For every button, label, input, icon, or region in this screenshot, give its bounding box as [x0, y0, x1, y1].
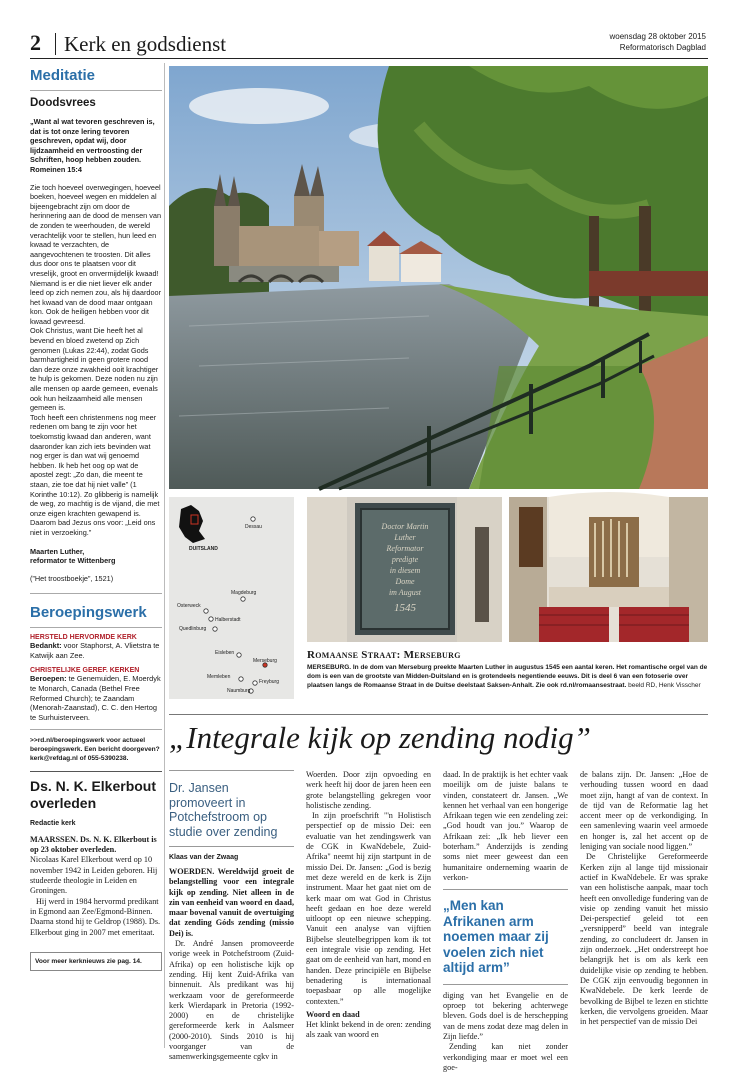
article-rule: [169, 714, 708, 715]
obituary-paragraph: Hij werd in 1984 hervormd predikant in Egmond aan Zee/Egmond-Binnen. Daarna stond hij te Geldrop (1988). Ds. Elkerbout ging in 2007 met emeritaat.: [30, 896, 161, 937]
section-title: Kerk en godsdienst: [64, 32, 227, 56]
river-scene-illustration: [169, 66, 708, 489]
plaque-line: Doctor Martin: [381, 522, 429, 531]
left-column: [30, 63, 162, 1048]
meditation-author: Maarten Luther,: [30, 546, 85, 556]
beroepingswerk-section: [30, 600, 162, 763]
article-text: [306, 770, 431, 1041]
cathedral-organ-photo: [509, 497, 708, 642]
article-paragraph: Zending kan niet zonder verkondiging maar er moet wel een goe-: [443, 1042, 568, 1072]
map-city-magdeburg: Magdeburg: [231, 590, 257, 596]
beroepingswerk-heading: Beroepingswerk: [30, 600, 162, 628]
entry-text: te Genemuiden, E. Moerdyk te Monarch, Canada (Bethel Free Reformed Church); te Zaandam (Menorah-Zaanstad), C. C. den Hertog te Surhuisterveen.: [30, 673, 161, 723]
obituary-author: Redactie kerk: [30, 819, 76, 827]
obituary-lead: MAARSSEN. Ds. N. K. Elkerbout is op 23 oktober overleden.: [30, 834, 157, 855]
meditation-paragraph: Zie toch hoeveel overwegingen, hoeveel boeken, hoeveel wegen en middelen al bijeengebracht zijn om door de herinnering aan de dood de mensen van de zonden te weerhouden, de wereld verachtelijk voor te stellen, hun leed en kwaad te verzachten, de aangevochtenen te troosten. Dit alles dus door ons te plaatsen voor dit vreselijk, groot en onvermijdelijk kwaad!: [30, 182, 162, 278]
article-column-1: [169, 770, 294, 1062]
article-paragraph: Dr. André Jansen promoveerde vorige week in Potchefstroom (Zuid-Afrika) op een holistische kijk op zending. Hij kent Zuid-Afrika van binnenuit. Als predikant was hij werkzaam voor de gereformeerde kerk Wierdapark in Pretoria (1992-2000) en de christelijke gereformeerde kerk in Aalsmeer (2000-2010). Sinds 2010 is hij voorganger van de samenwerkingsgemeente cgkv in: [169, 939, 294, 1062]
meditation-paragraph: Toch heeft een christenmens nog meer redenen om bang te zijn voor het toekomstig kwaad dan anderen, want daaronder kan zich iets bevinden wat nog erger is dan wat wij genoemd hebben. Ik heb het oog op wat de apostel zegt: „Zo dan, die meent te staan, zie toe dat hij niet valle” (1 Korinthe 10:12). Zo glibberig is namelijk de weg, zo machtig is de vijand, die met onze eigen krachten gewapend is. Daarom bad Jezus ons voor: „Leid ons niet in verzoeking.”: [30, 412, 160, 537]
meditation-paragraph: Niemand is er die niet liever elk ander leed op zich nemen zou, als hij daardoor het kwaad van de dood maar ontgaan kon. Ook de heiligen hebben voor dit kwaad gevreesd.: [30, 278, 162, 326]
publication-name: Reformatorisch Dagblad: [619, 43, 706, 52]
caption-text: [307, 663, 709, 690]
see-more-box: Voor meer kerknieuws zie pag. 14.: [30, 952, 162, 971]
meditation-paragraph: Ook Christus, want Die heeft het al bevend en bloed zwetend op Zich genomen (Lukas 22:44), zodat Gods barmhartigheid in geen grotere nood dan deze onze zwakheid ooit krachtiger te hulp is gekomen. Deze noden nu zijn alle mensen op aarde gemeen, evenals ook hun heilzaamheid alle mensen gemeen is.: [30, 326, 159, 413]
divider: [169, 846, 294, 847]
map-city-eisleben: Eisleben: [215, 650, 235, 656]
header-dateline: [609, 31, 706, 53]
beroepingswerk-entry: [30, 641, 162, 661]
article-column-2: [306, 770, 431, 1050]
article-subhead: Dr. Jansen promoveert in Potchefstroom op studie over zending: [169, 781, 278, 839]
plaque-line: in diesem: [389, 566, 421, 575]
article-paragraph: daad. In de praktijk is het echter vaak moeilijk om de juiste balans te vinden, constateert dr. Jansen. „We kennen het verhaal van een hongerige Afrikaan tegen wie een zendeling zei: „God houdt van jou.” Waarop de Afrikaan zei: „Ik heb liever een boterham.” Anderzijds is zending soms niet meer geweest dan een humanitaire onderneming waarin de verkon-: [443, 770, 568, 882]
region-map: [169, 497, 294, 699]
article-paragraph: De Christelijke Gereformeerde Kerken zijn al lange tijd missionair actief in KwaNdebele. Er was sprake van een holistische aanpak, maar toch heeft een onvolledige fundering van de visie op zending vanuit het missio Dei-perspectief geleid tot een „versnipperd” beeld van integrale zending, zo concludeert dr. Jansen in zijn onderzoek. „Het onderstreept hoe belangrijk het is om als kerk een duidelijke visie op zending te hebben. De CGK zijn eenvoudig begonnen in KwaNdebele. De kerk leerde de bevolking de Bijbel te lezen en stichtte kerken, die vervolgens groeiden. Maar in het perspectief van de missio Dei: [580, 852, 708, 1027]
article-pullquote: „Men kan Afrikanen arm noemen maar zij voelen zich niet altijd arm”: [443, 898, 549, 976]
header-rule: [30, 58, 708, 59]
meditation-heading: Meditatie: [30, 63, 162, 91]
meditation-source: (”Het troostboekje”, 1521): [30, 573, 114, 583]
map-city-osterweck: Osterweck: [177, 603, 201, 609]
divider: [169, 770, 294, 771]
photo-caption: [307, 649, 709, 690]
beroepingswerk-entry: [30, 674, 162, 723]
caption-body: MERSEBURG. In de dom van Merseburg preekte Maarten Luther in augustus 1545 een aantal keren. Het romantische orgel van de dom is een van de grootste van Midden-Duitsland en is grotendeels negentiende eeuws. Dit is deel 6 van een fotoserie over plaatsen langs de Romaanse Straat in de Duitse deelstaat Saksen-Anhalt. Zie ook rd.nl/romaansestraat.: [307, 664, 708, 689]
beroepingswerk-category: HERSTELD HERVORMDE KERK: [30, 634, 137, 642]
page-number: 2: [30, 30, 41, 55]
entry-text: voor Staphorst, A. Vlietstra te Katwijk aan Zee.: [30, 641, 160, 661]
plaque-line: im August: [388, 588, 422, 597]
plaque-line: predigte: [391, 555, 419, 564]
obituary-section: [30, 778, 162, 971]
obituary-paragraph: Nicolaas Karel Elkerbout werd op 10 november 1942 in Leiden geboren. Hij studeerde theologie in Leiden en Groningen.: [30, 855, 158, 896]
beroepingswerk-category: CHRISTELIJKE GEREF. KERKEN: [30, 666, 140, 674]
article-paragraph: In zijn proefschrift "'n Holistisch perspectief op de missio Dei: een evaluatie van het zendingswerk van de CGK in KwaNdebele, Zuid-Afrika" neemt hij zijn startpunt in de missio Dei. Dr. Jansen: „God is bezig met deze wereld en de kerk is Zijn instrument. Maar het gaat niet om de kerk maar om wat God in Christus heeft gedaan en hoe deze wereld uitloopt op een nieuwe schepping. Vanuit een analyse van vijftien Bijbelse sleutelbegrippen kom ik tot een integrale visie op zending. Het gaat om de eenheid van hart, mond en handen. Deze principiële en Bijbelse benadering is internationaal toepasbaar op alle mogelijke contexten.”: [306, 811, 431, 1006]
article-column-4: [580, 770, 708, 1050]
saxony-anhalt-map: [169, 497, 294, 699]
beroepingswerk-link[interactable]: >>rd.nl/beroepingswerk voor actueel beroepingswerk. Een bericht doorgeven? kerk@refdag.nl of 055-5390238.: [30, 736, 160, 762]
article-text: [443, 991, 568, 1073]
entry-label: Bedankt:: [30, 641, 62, 651]
article-paragraph: Het klinkt bekend in de oren: zending als zaak van woord en: [306, 1020, 431, 1040]
meditation-quote: „Want al wat tevoren geschreven is, dat is tot onze lering tevoren geschreven, opdat wij, door lijdzaamheid en vertroosting der Schriften, hoop hebben zouden. Romeinen 15:4: [30, 117, 155, 174]
divider: [30, 729, 162, 730]
photo-credit: beeld RD, Henk Visscher: [628, 682, 701, 689]
map-city-naumburg: Naumburg: [227, 688, 251, 694]
issue-date: woensdag 28 oktober 2015: [609, 32, 706, 41]
map-city-memleben: Memleben: [207, 674, 231, 680]
plaque-line: Reformator: [386, 544, 424, 553]
divider: [443, 889, 568, 890]
divider: [30, 593, 162, 594]
meditation-body: [30, 183, 162, 538]
map-city-freyburg: Freyburg: [259, 679, 280, 685]
meditation-section: [30, 63, 162, 583]
entry-label: Beroepen:: [30, 673, 67, 683]
meditation-title: Doodsvrees: [30, 97, 96, 109]
meditation-author-role: reformator te Wittenberg: [30, 556, 116, 566]
caption-title: Romaanse Straat: Merseburg: [307, 649, 461, 661]
article-lead: WOERDEN. Wereldwijd groeit de belangstelling voor een integrale kijk op zending. Niet alleen in de zin van eenheid van woord en daad, maar bovenal vanuit de overtuiging dat zending Góds zending (missio Dei) is.: [169, 867, 294, 938]
divider: [443, 984, 568, 985]
article-paragraph: Woerden. Door zijn opvoeding en werk heeft hij door de jaren heen een grote belangstelling gekregen voor holistische zending.: [306, 770, 431, 810]
article-intertitle: Woord en daad: [306, 1009, 360, 1019]
plaque-line: 1545: [394, 602, 416, 614]
article-paragraph: de balans zijn. Dr. Jansen: „Hoe de verhouding tussen woord en daad moet zijn, hangt af van de context. In de tijd van de Reformatie lag het accent meer op de verkondiging. In een samenleving waarin veel armoede en honger is, zal het accent op de leniging van sociale nood liggen.”: [580, 770, 708, 852]
map-city-halberstadt: Halberstadt: [215, 617, 241, 623]
church-interior-illustration: [509, 497, 708, 642]
article-paragraph: diging van het Evangelie en de oproep tot bekering achterwege bleven. Gods doel is de herschepping van de mens zodat deze mag delen in Zijn liefde.”: [443, 990, 568, 1041]
article-column-3: [443, 770, 568, 1072]
map-city-merseburg: Merseburg: [253, 658, 277, 664]
merseburg-river-photo: [169, 66, 708, 489]
article-byline: Klaas van der Zwaag: [169, 854, 239, 861]
header-separator: [55, 33, 56, 55]
article-text: [443, 770, 568, 883]
map-city-quedlinburg: Quedlinburg: [179, 626, 207, 632]
luther-plaque-photo: [307, 497, 502, 642]
obituary-body: [30, 835, 162, 938]
divider: [30, 771, 162, 772]
column-rule: [164, 63, 165, 1048]
article-headline: „Integrale kijk op zending nodig”: [169, 720, 591, 755]
map-country-label: DUITSLAND: [189, 546, 218, 552]
article-text: [169, 867, 294, 1063]
article-text: [580, 770, 708, 1027]
plaque-illustration: [307, 497, 502, 642]
plaque-line: Luther: [394, 533, 416, 542]
obituary-title: Ds. N. K. Elkerbout overleden: [30, 777, 157, 811]
map-city-dessau: Dessau: [245, 524, 262, 530]
plaque-line: Dome: [395, 577, 415, 586]
